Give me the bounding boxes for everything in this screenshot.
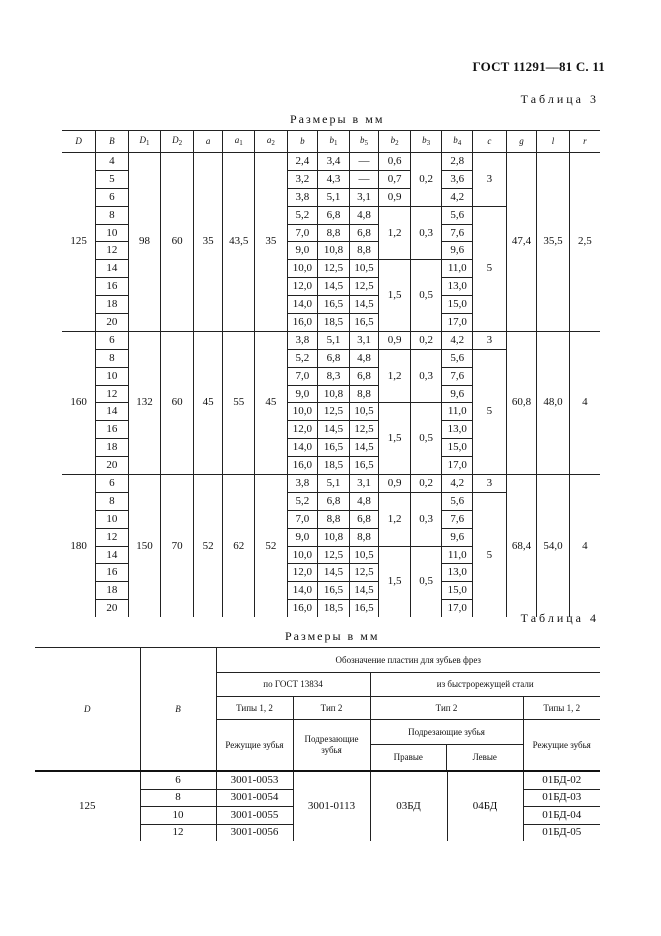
t3-cell-b5: 16,5: [349, 600, 379, 617]
t3-cell-b: 5,2: [287, 492, 318, 510]
t3-cell-a: 45: [193, 331, 223, 474]
t3-cell-b4: 2,8: [442, 153, 473, 171]
t3-cell-B: 20: [96, 600, 129, 617]
t3-cell-B: 20: [96, 314, 129, 332]
t4-header-type2: Тип 2: [293, 697, 370, 720]
t3-cell-B: 18: [96, 296, 129, 314]
t4-header-main: Обозначение пластин для зубьев фрез: [216, 648, 600, 673]
t3-cell-b5: 16,5: [349, 457, 379, 475]
t3-cell-b: 9,0: [287, 385, 318, 403]
t3-cell-b4: 7,6: [442, 367, 473, 385]
t3-cell-b: 12,0: [287, 278, 318, 296]
t3-cell-b2: 1,2: [379, 349, 411, 403]
t3-cell-b2: 0,9: [379, 475, 411, 493]
t3-cell-b1: 10,8: [318, 385, 350, 403]
t3-cell-c: 5: [473, 206, 507, 331]
t3-cell-l: 54,0: [537, 475, 570, 618]
t3-header-symbol: b: [360, 135, 365, 145]
t3-header-symbol: B: [109, 136, 115, 146]
t3-cell-b: 10,0: [287, 403, 318, 421]
t3-header-cell: [223, 131, 255, 153]
t3-cell-b5: 12,5: [349, 421, 379, 439]
t3-header-cell: [255, 131, 288, 153]
t3-cell-b5: 14,5: [349, 582, 379, 600]
t3-cell-b: 3,8: [287, 475, 318, 493]
t3-cell-b4: 5,6: [442, 492, 473, 510]
t3-cell-b3: 0,3: [410, 492, 442, 546]
t4-cut-cell: 3001-0055: [216, 807, 293, 825]
t3-cell-b5: 10,5: [349, 260, 379, 278]
t3-cell-b: 9,0: [287, 528, 318, 546]
t3-cell-c: 3: [473, 475, 507, 493]
t4-cut-cell: 3001-0054: [216, 789, 293, 807]
t3-cell-b4: 15,0: [442, 582, 473, 600]
t3-cell-r: 2,5: [569, 153, 600, 332]
t3-cell-b5: 14,5: [349, 296, 379, 314]
t3-cell-b3: 0,3: [410, 206, 442, 260]
t3-cell-a: 35: [193, 153, 223, 332]
t3-cell-D1: 150: [128, 475, 161, 618]
t3-cell-b5: 12,5: [349, 564, 379, 582]
t3-cell-b2: 0,9: [379, 331, 411, 349]
t3-cell-b3: 0,2: [410, 331, 442, 349]
t4-right-cell: 03БД: [370, 771, 447, 841]
t3-cell-b4: 9,6: [442, 242, 473, 260]
t3-cell-a1: 43,5: [223, 153, 255, 332]
t3-cell-b4: 13,0: [442, 564, 473, 582]
t3-header-cell: [537, 131, 570, 153]
t3-header-symbol: D: [75, 136, 82, 146]
t4-header-type2b: Тип 2: [370, 697, 523, 720]
t3-header-cell: [318, 131, 350, 153]
t3-cell-b5: 10,5: [349, 403, 379, 421]
t3-cell-b5: 14,5: [349, 439, 379, 457]
t3-cell-b1: 12,5: [318, 403, 350, 421]
t3-cell-b: 10,0: [287, 546, 318, 564]
t3-cell-l: 48,0: [537, 331, 570, 474]
t3-header-symbol: a: [266, 135, 272, 145]
t3-cell-b4: 15,0: [442, 296, 473, 314]
t3-cell-B: 12: [96, 528, 129, 546]
t3-header-symbol: D: [172, 135, 179, 145]
t3-header-cell: [442, 131, 473, 153]
t3-cell-r: 4: [569, 331, 600, 474]
t3-cell-b2: 1,5: [379, 403, 411, 475]
t3-cell-b1: 6,8: [318, 349, 350, 367]
t3-cell-b4: 5,6: [442, 349, 473, 367]
t3-header-symbol: b: [390, 135, 396, 145]
t3-cell-B: 14: [96, 260, 129, 278]
t3-header-symbol: a: [205, 136, 211, 146]
t4-cut2-cell: 01БД-02: [523, 771, 600, 789]
t3-cell-B: 12: [96, 242, 129, 260]
t3-cell-b5: 12,5: [349, 278, 379, 296]
t3-header-cell: [349, 131, 379, 153]
t3-cell-D1: 98: [128, 153, 161, 332]
t3-cell-b1: 14,5: [318, 421, 350, 439]
t3-cell-b3: 0,5: [410, 403, 442, 475]
t3-cell-b5: 16,5: [349, 314, 379, 332]
t3-cell-D: 125: [62, 153, 96, 332]
t3-cell-r: 4: [582, 539, 588, 552]
t3-cell-D2: 60: [161, 331, 194, 474]
t3-cell-b1: 16,5: [318, 439, 350, 457]
t4-header-trim: Подрезающие зубья: [293, 720, 370, 772]
t3-header-subscript: 2: [178, 139, 183, 147]
t3-cell-b4: 3,6: [442, 170, 473, 188]
t4-header-types12b: Типы 1, 2: [523, 697, 600, 720]
t3-cell-b4: 7,6: [442, 510, 473, 528]
t3-cell-b: 7,0: [287, 224, 318, 242]
table3-caption: Таблица 3: [520, 92, 599, 106]
t3-cell-b: 9,0: [287, 242, 318, 260]
t3-cell-b3: 0,2: [410, 153, 442, 207]
t3-cell-B: 16: [96, 421, 129, 439]
t3-header-subscript: 2: [271, 139, 275, 147]
t3-header-symbol: b: [329, 135, 334, 145]
t3-cell-b1: 8,8: [318, 224, 350, 242]
t3-header-cell: [161, 131, 194, 153]
t3-cell-D2: 70: [161, 475, 194, 618]
t3-cell-b4: 17,0: [442, 600, 473, 617]
t3-row: [62, 153, 600, 171]
t3-cell-b1: 14,5: [318, 564, 350, 582]
t3-cell-b5: —: [349, 170, 379, 188]
table4-caption: Таблица 4: [520, 611, 599, 625]
t3-cell-b3: 0,2: [410, 475, 442, 493]
t3-cell-b1: 5,1: [318, 188, 350, 206]
t3-cell-B: 18: [96, 439, 129, 457]
t3-cell-b4: 13,0: [442, 278, 473, 296]
t4-cut2-cell: 01БД-05: [523, 824, 600, 841]
t3-cell-b4: 7,6: [442, 224, 473, 242]
t3-cell-b4: 11,0: [442, 546, 473, 564]
t3-cell-b4: 4,2: [442, 188, 473, 206]
t3-cell-c: 5: [473, 492, 507, 617]
t3-cell-B: 5: [96, 170, 129, 188]
t3-header-subscript: 2: [395, 139, 399, 147]
t3-cell-b5: 8,8: [349, 385, 379, 403]
table4: [35, 647, 600, 841]
t3-cell-b3: 0,5: [410, 546, 442, 617]
t3-cell-b: 14,0: [287, 582, 318, 600]
t3-cell-a2: 35: [255, 153, 288, 332]
t3-cell-B: 8: [96, 492, 129, 510]
t3-header-subscript: 5: [364, 139, 369, 147]
t3-cell-a1: 62: [223, 475, 255, 618]
t3-cell-b4: 13,0: [442, 421, 473, 439]
t4-header-hss: из быстрорежущей стали: [370, 673, 600, 697]
table3: [62, 130, 600, 617]
t3-cell-b1: 6,8: [318, 206, 350, 224]
t3-cell-g: 47,4: [506, 153, 537, 332]
t3-cell-b2: 1,5: [379, 260, 411, 332]
t4-header-right: Правые: [371, 745, 448, 770]
t3-header-cell: [506, 131, 537, 153]
t3-cell-b5: 3,1: [349, 475, 379, 493]
t3-cell-c: 3: [473, 153, 507, 207]
t4-header-cutting: Режущие зубья: [216, 720, 293, 772]
t3-cell-b1: 5,1: [318, 331, 350, 349]
t3-cell-b5: 8,8: [349, 528, 379, 546]
t3-cell-b4: 9,6: [442, 385, 473, 403]
t3-cell-b1: 4,3: [318, 170, 350, 188]
t3-cell-B: 14: [96, 403, 129, 421]
t3-header-cell: [410, 131, 442, 153]
t3-cell-a2: 52: [255, 475, 288, 618]
t3-cell-b4: 17,0: [442, 457, 473, 475]
t3-cell-b: 16,0: [287, 600, 318, 617]
t3-cell-b5: 3,1: [349, 188, 379, 206]
t3-cell-b: 12,0: [287, 421, 318, 439]
t3-header-symbol: b: [300, 136, 305, 146]
t3-cell-D: 180: [62, 475, 96, 618]
t3-cell-b: 7,0: [287, 510, 318, 528]
t3-cell-b: 16,0: [287, 457, 318, 475]
t3-cell-B: 6: [96, 331, 129, 349]
t3-cell-b: 14,0: [287, 296, 318, 314]
t3-header-subscript: 3: [426, 139, 431, 147]
t3-header-symbol: D: [139, 135, 147, 145]
t3-cell-l: 35,5: [537, 153, 570, 332]
t3-cell-a1: 55: [223, 331, 255, 474]
t3-cell-b1: 10,8: [318, 528, 350, 546]
t3-cell-b: 3,2: [287, 170, 318, 188]
t3-cell-b1: 3,4: [318, 153, 350, 171]
t3-cell-b: 3,8: [287, 188, 318, 206]
t3-cell-b: 3,8: [287, 331, 318, 349]
t4-header-left: Левые: [472, 752, 497, 762]
t4-header-trim-group: [370, 720, 523, 772]
t3-cell-b5: 4,8: [349, 492, 379, 510]
t3-cell-B: 20: [96, 457, 129, 475]
t3-cell-B: 10: [96, 224, 129, 242]
t3-cell-b1: 8,3: [318, 367, 350, 385]
t3-cell-b2: 0,9: [379, 188, 411, 206]
t3-cell-b1: 18,5: [318, 600, 350, 617]
t3-cell-g: 68,4: [506, 475, 537, 618]
t4-cut2-cell: 01БД-03: [523, 789, 600, 807]
t4-cut2-cell: 01БД-04: [523, 807, 600, 825]
t3-cell-b1: 10,8: [318, 242, 350, 260]
t3-cell-b1: 12,5: [318, 260, 350, 278]
t3-header-symbol: b: [422, 135, 427, 145]
t3-cell-b2: 1,2: [379, 492, 411, 546]
t3-header-symbol: c: [487, 136, 492, 146]
t3-cell-B: 10: [96, 367, 129, 385]
page-header: ГОСТ 11291—81 С. 11: [472, 59, 605, 74]
t3-header-symbol: b: [453, 135, 458, 145]
t3-cell-b3: 0,3: [410, 349, 442, 403]
t3-cell-b: 2,4: [287, 153, 318, 171]
t3-header-subscript: 1: [239, 139, 243, 147]
t3-cell-B: 14: [96, 546, 129, 564]
t3-cell-b5: 6,8: [349, 367, 379, 385]
t3-cell-b4: 15,0: [442, 439, 473, 457]
t3-cell-D: 160: [62, 331, 96, 474]
t3-cell-b3: 0,5: [410, 260, 442, 332]
t3-header-symbol: g: [519, 136, 524, 146]
t3-cell-b1: 12,5: [318, 546, 350, 564]
t3-header-cell: [473, 131, 507, 153]
t4-cut-cell: 3001-0056: [216, 824, 293, 841]
t3-cell-a2: 45: [255, 331, 288, 474]
t3-header-subscript: 1: [333, 139, 338, 147]
t3-header-symbol: l: [551, 136, 555, 146]
t3-cell-b5: 4,8: [349, 349, 379, 367]
t3-cell-g: 60,8: [506, 331, 537, 474]
t3-cell-a: 52: [193, 475, 223, 618]
t3-cell-b1: 5,1: [318, 475, 350, 493]
t3-cell-b5: 6,8: [349, 510, 379, 528]
t3-cell-b: 5,2: [287, 206, 318, 224]
t4-D-cell: 125: [35, 771, 140, 841]
t3-cell-b4: 4,2: [442, 475, 473, 493]
t3-cell-b5: 4,8: [349, 206, 379, 224]
t3-cell-B: 8: [96, 206, 129, 224]
t3-header-symbol: r: [583, 136, 587, 146]
t3-cell-b2: 0,6: [379, 153, 411, 171]
t3-cell-B: 16: [96, 278, 129, 296]
t3-cell-b: 10,0: [287, 260, 318, 278]
t3-cell-b1: 18,5: [318, 457, 350, 475]
t3-row: [62, 331, 600, 349]
t3-cell-b1: 6,8: [318, 492, 350, 510]
t4-B-cell: 12: [140, 824, 216, 841]
t3-cell-b5: 6,8: [349, 224, 379, 242]
t3-cell-b5: 8,8: [349, 242, 379, 260]
t3-cell-b4: 11,0: [442, 260, 473, 278]
t3-header-subscript: 1: [146, 139, 150, 147]
t3-cell-D2: 60: [161, 153, 194, 332]
t3-header-subscript: 4: [457, 139, 462, 147]
t3-cell-b5: —: [349, 153, 379, 171]
t3-cell-b5: 10,5: [349, 546, 379, 564]
t3-cell-B: 6: [96, 188, 129, 206]
t3-cell-b1: 14,5: [318, 278, 350, 296]
t3-cell-B: 4: [96, 153, 129, 171]
t4-cut-cell: 3001-0053: [216, 771, 293, 789]
t3-cell-b4: 4,2: [442, 331, 473, 349]
t3-header-cell: [569, 131, 600, 153]
t3-cell-b2: 1,2: [379, 206, 411, 260]
table4-units: Размеры в мм: [285, 629, 380, 643]
table3-units: Размеры в мм: [290, 112, 385, 126]
t3-header-cell: [96, 131, 129, 153]
t4-trim-cell: 3001-0113: [293, 771, 370, 841]
t3-cell-b4: 11,0: [442, 403, 473, 421]
t3-cell-B: 16: [96, 564, 129, 582]
t3-cell-b1: 8,8: [318, 510, 350, 528]
t3-header-cell: [379, 131, 411, 153]
t3-cell-b: 5,2: [287, 349, 318, 367]
t3-cell-B: 6: [96, 475, 129, 493]
t3-cell-b: 12,0: [287, 564, 318, 582]
t4-left-cell: 04БД: [447, 771, 523, 841]
t3-cell-B: 8: [96, 349, 129, 367]
t3-cell-b1: 18,5: [318, 314, 350, 332]
t4-header-gost: по ГОСТ 13834: [216, 673, 370, 697]
t3-header-cell: [193, 131, 223, 153]
t3-header-cell: [287, 131, 318, 153]
t3-cell-c: 5: [473, 349, 507, 474]
t3-row: [62, 475, 600, 493]
t3-header-cell: [62, 131, 96, 153]
t4-header-trim2: Подрезающие зубья: [371, 720, 523, 745]
t4-header-B: B: [140, 648, 216, 772]
t4-header-types12: Типы 1, 2: [216, 697, 293, 720]
t3-cell-B: 18: [96, 582, 129, 600]
t3-cell-b: 7,0: [287, 367, 318, 385]
t3-cell-b5: 3,1: [349, 331, 379, 349]
t3-cell-b4: 5,6: [442, 206, 473, 224]
t3-header-symbol: a: [234, 135, 240, 145]
t4-B-cell: 6: [140, 771, 216, 789]
t3-cell-b: 16,0: [287, 314, 318, 332]
t4-B-cell: 8: [140, 789, 216, 807]
t3-cell-b4: 9,6: [442, 528, 473, 546]
t3-cell-b2: 0,7: [379, 170, 411, 188]
t3-cell-b1: 16,5: [318, 296, 350, 314]
t3-cell-D1: 132: [128, 331, 161, 474]
t3-cell-b4: 17,0: [442, 314, 473, 332]
t3-cell-B: 10: [96, 510, 129, 528]
t4-header-D: D: [35, 648, 140, 772]
t3-header-cell: [128, 131, 161, 153]
t3-cell-B: 12: [96, 385, 129, 403]
t3-cell-b1: 16,5: [318, 582, 350, 600]
t3-cell-b2: 1,5: [379, 546, 411, 617]
t3-cell-b: 14,0: [287, 439, 318, 457]
t4-B-cell: 10: [140, 807, 216, 825]
t3-cell-c: 3: [473, 331, 507, 349]
t4-header-cutting2: Режущие зубья: [523, 720, 600, 772]
